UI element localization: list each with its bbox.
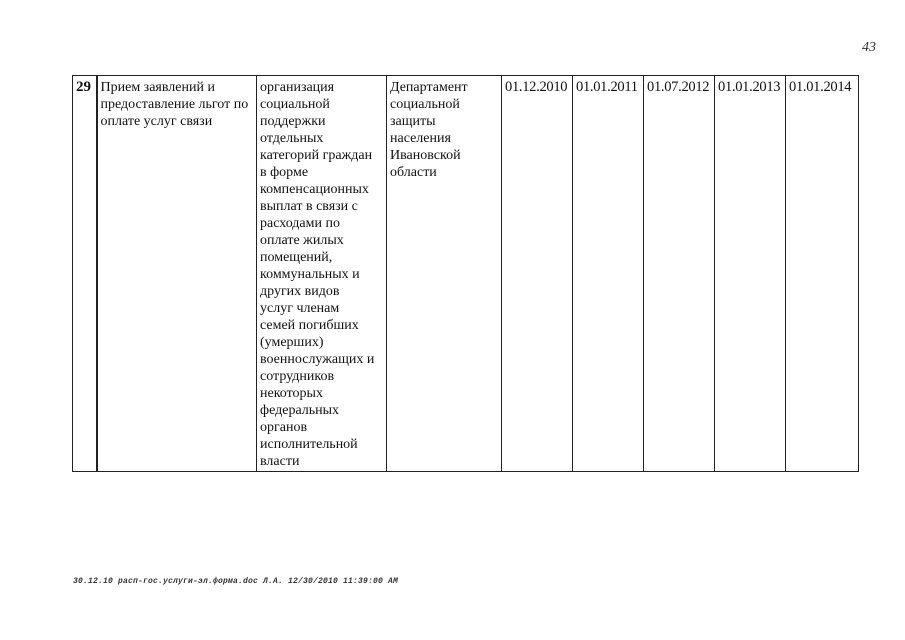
description-cell: [257, 76, 387, 472]
department-line: Ивановской: [390, 148, 461, 163]
description-line: сотрудников: [260, 369, 335, 384]
description-line: других видов: [260, 284, 340, 299]
department-line: области: [390, 165, 437, 180]
description-line: военнослужащих и: [260, 352, 375, 367]
row-number: 29: [73, 76, 97, 472]
department-line: населения: [390, 131, 451, 146]
service-name: Прием заявлений и предоставление льгот по оплате услуг связи: [100, 80, 249, 129]
description-line: категорий граждан: [260, 148, 373, 163]
description-line: поддержки: [260, 114, 326, 129]
description-line: (умерших): [260, 335, 324, 350]
description-line: выплат в связи с: [260, 199, 358, 214]
date-stage-5: 01.01.2014: [786, 76, 859, 472]
description-line: организация: [260, 80, 335, 95]
department-line: социальной: [390, 97, 460, 112]
description-line: некоторых: [260, 386, 323, 401]
description-line: власти: [260, 454, 300, 469]
description-line: органов: [260, 420, 308, 435]
description-line: расходами по: [260, 216, 340, 231]
services-table: [72, 75, 859, 472]
date-stage-4: 01.01.2013: [715, 76, 786, 472]
description-line: оплате жилых: [260, 233, 344, 248]
department-cell: [387, 76, 502, 472]
service-name-cell: [97, 76, 257, 472]
description-line: в форме: [260, 165, 309, 180]
description-line: отдельных: [260, 131, 324, 146]
page-number: 43: [862, 40, 876, 55]
description-line: коммунальных и: [260, 267, 360, 282]
table-row: [73, 76, 859, 472]
date-stage-2: 01.01.2011: [573, 76, 644, 472]
department-line: Департамент: [390, 80, 468, 95]
department-line: защиты: [390, 114, 436, 129]
description-line: компенсационных: [260, 182, 369, 197]
date-stage-3: 01.07.2012: [644, 76, 715, 472]
description-line: помещений,: [260, 250, 333, 265]
description-line: услуг членам: [260, 301, 340, 316]
description-line: семей погибших: [260, 318, 359, 333]
document-footer: 30.12.10 расп-гос.услуги-эл.форма.doc Л.А. 12/30/2010 11:39:00 AM: [73, 577, 399, 586]
description-line: федеральных: [260, 403, 340, 418]
description-line: социальной: [260, 97, 330, 112]
description-line: исполнительной: [260, 437, 358, 452]
date-stage-1: 01.12.2010: [502, 76, 573, 472]
